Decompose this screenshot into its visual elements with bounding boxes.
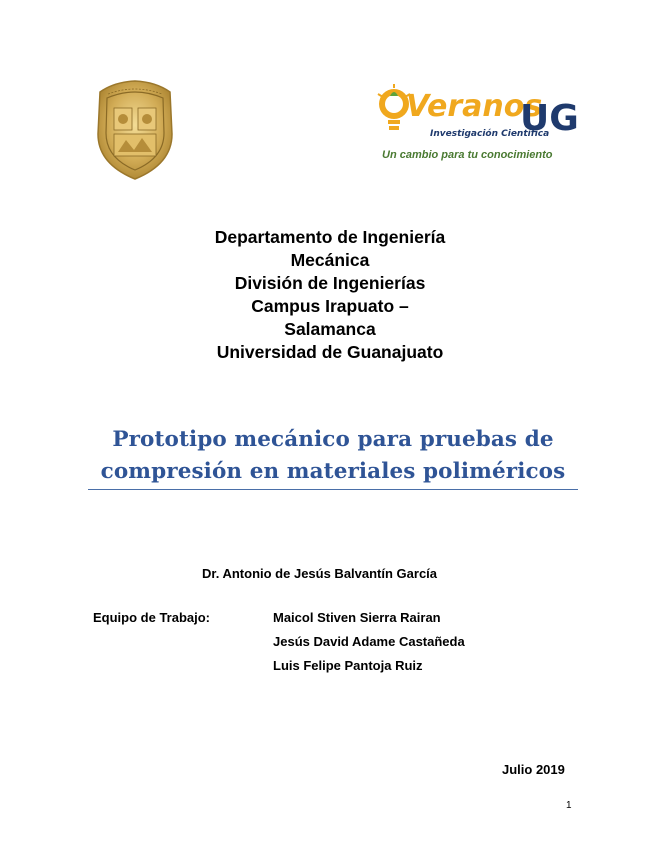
program-tagline: Un cambio para tu conocimiento <box>382 149 553 161</box>
team-label: Equipo de Trabajo: <box>93 610 211 625</box>
veranos-ug-logo <box>376 82 579 174</box>
document-title <box>88 424 578 488</box>
campus-line: Campus Irapuato – <box>251 296 409 316</box>
document-date: Julio 2019 <box>502 762 565 777</box>
campus-line: Salamanca <box>284 319 376 339</box>
department-block <box>150 226 510 364</box>
title-line-1: Prototipo mecánico para pruebas de <box>112 427 554 452</box>
department-line: Departamento de Ingeniería <box>214 227 446 247</box>
advisor-name: Dr. Antonio de Jesús Balvantín García <box>202 566 438 581</box>
page-number: 1 <box>566 800 572 811</box>
program-wordmark-left: Veranos <box>406 89 543 124</box>
program-subtitle: Investigación Científica <box>430 129 550 139</box>
team-members-list <box>273 610 465 682</box>
title-line-2: compresión en materiales poliméricos <box>100 459 566 484</box>
university-seal-icon <box>94 78 176 182</box>
team-member: Luis Felipe Pantoja Ruiz <box>273 658 423 673</box>
team-member: Maicol Stiven Sierra Rairan <box>273 610 441 625</box>
department-line: Mecánica <box>290 250 370 270</box>
program-wordmark-right: UG <box>520 98 579 139</box>
team-member: Jesús David Adame Castañeda <box>273 634 465 649</box>
division-line: División de Ingenierías <box>234 273 426 293</box>
university-line: Universidad de Guanajuato <box>216 342 444 362</box>
title-underline <box>88 489 578 490</box>
